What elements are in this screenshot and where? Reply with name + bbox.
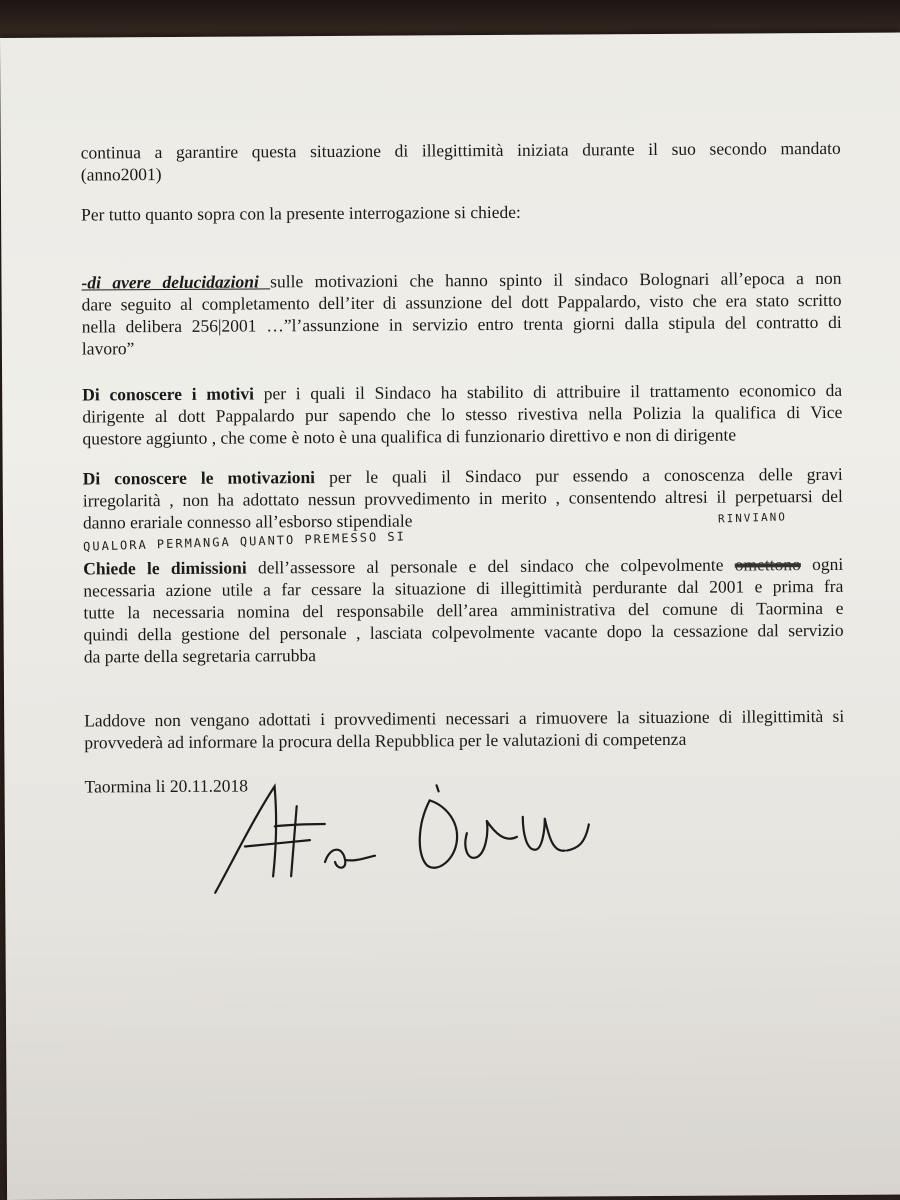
paragraph-3-line-1-rest: sulle motivazioni che hanno spinto il sindaco Bolognari all’epoca a non: [270, 267, 842, 292]
paragraph-7-line-2: provvederà ad informare la procura della Repubblica per le valutazioni di competenza: [84, 728, 687, 753]
paragraph-3-line-2: dare seguito al completamento dell’iter di assunzione del dott Pappalardo, visto che era stato scritto: [81, 289, 842, 315]
paragraph-6: [83, 553, 844, 668]
handwritten-rinviano: RINVIANO: [717, 510, 788, 526]
paragraph-1: [81, 137, 841, 186]
chiede-bold: Chiede: [83, 558, 136, 579]
paragraph-5-line-1-rest: per le quali il Sindaco pur essendo a conoscenza delle gravi: [314, 463, 843, 488]
conoscere-motivazioni-bold: Di conoscere le motivazioni: [82, 467, 316, 489]
paragraph-7: [84, 705, 844, 754]
paragraph-4: [82, 379, 842, 450]
struck-word: omettono: [734, 554, 801, 575]
paragraph-1-line-2: (anno2001): [80, 164, 162, 185]
signature-icon: [204, 764, 625, 907]
paragraph-4-line-2: dirigente al dott Pappalardo pur sapendo che lo stesso rivestiva nella Polizia la qualifica di Vice: [82, 401, 843, 427]
paragraph-6-line-2: necessaria azione utile a far cessare la situazione di illegittimità perdurante dal 2001 e prima fra: [83, 575, 844, 601]
delucidazioni-emphasis: -di avere delucidazioni: [81, 271, 271, 293]
paragraph-2: Per tutto quanto sopra con la presente interrogazione si chiede:: [81, 201, 521, 225]
paragraph-3-line-4: lavoro”: [81, 338, 135, 359]
paragraph-1-line-1: continua a garantire questa situazione di illegittimità iniziata durante il suo secondo mandato: [80, 137, 841, 163]
date-line: Taormina li 20.11.2018: [84, 775, 249, 797]
paragraph-6-line-5: da parte della segretaria carrubba: [83, 645, 317, 667]
paragraph-6-line-3: tutte la necessaria nomina del responsabile dell’area amministrativa del comune di Taormina e: [83, 597, 844, 623]
paragraph-4-line-3: questore aggiunto , che come è noto è una qualifica di funzionario direttivo e non di dirigente: [82, 424, 737, 449]
document-page: [0, 33, 900, 1200]
paragraph-5-line-2: irregolarità , non ha adottato nessun provvedimento in merito , consentendo altresi il perpetuarsi del: [82, 485, 843, 511]
paragraph-6-line-1-rest: dell’assessore al personale e del sindaco che colpevolmente: [246, 554, 735, 578]
paragraph-5-line-3: danno erariale connesso all’esborso stipendiale: [82, 510, 413, 533]
paragraph-6-line-1-end: ogni: [800, 553, 844, 575]
paragraph-6-line-4: quindi della gestione del personale , lasciata colpevolmente vacante dopo la cessazione dal servizio: [83, 619, 844, 645]
paragraph-3-line-3: nella delibera 256|2001 …”l’assunzione in servizio entro trenta giorni dalla stipula del contratto di: [81, 311, 842, 337]
paragraph-7-line-1: Laddove non vengano adottati i provvedimenti necessari a rimuovere la situazione di illegittimità si: [84, 705, 845, 731]
handwritten-insert: QUALORA PERMANGA QUANTO PREMESSO SI: [82, 529, 407, 554]
conoscere-motivi-bold: Di conoscere i motivi: [82, 383, 255, 405]
dimissioni-bold: le dimissioni: [146, 557, 247, 579]
paragraph-3: [81, 267, 842, 360]
paragraph-4-line-1-rest: per i quali il Sindaco ha stabilito di attribuire il trattamento economico da: [253, 379, 843, 404]
